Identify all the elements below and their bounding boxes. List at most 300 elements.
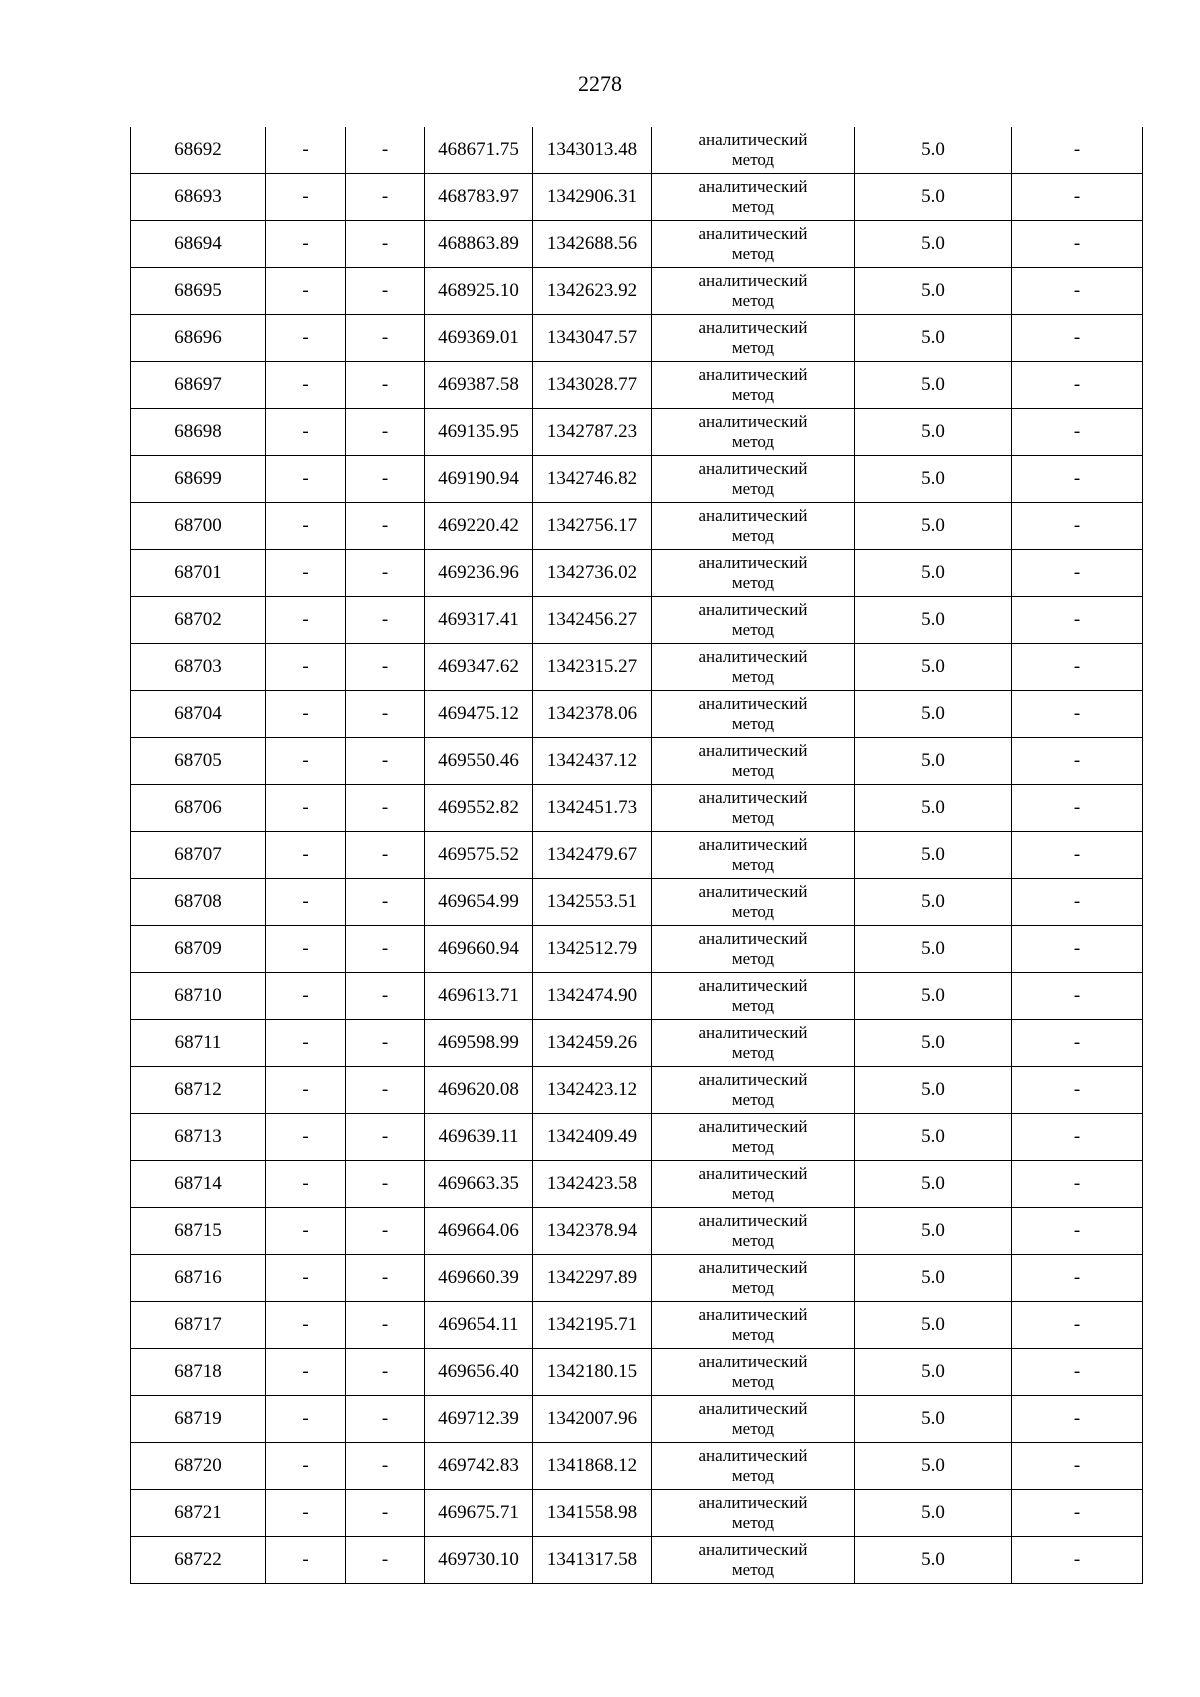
empty-cell: - xyxy=(266,832,346,879)
empty-cell: - xyxy=(1012,1537,1143,1584)
method-line-2: метод xyxy=(731,338,775,357)
point-number-cell: 68702 xyxy=(131,597,266,644)
table-row xyxy=(131,1396,1143,1443)
x-coordinate-cell: 468671.75 xyxy=(425,127,533,174)
point-number-cell: 68706 xyxy=(131,785,266,832)
x-coordinate-cell: 469317.41 xyxy=(425,597,533,644)
y-coordinate-cell: 1342195.71 xyxy=(533,1302,652,1349)
accuracy-cell: 5.0 xyxy=(855,1349,1012,1396)
method-cell xyxy=(652,973,855,1020)
accuracy-cell: 5.0 xyxy=(855,1067,1012,1114)
table-row xyxy=(131,879,1143,926)
empty-cell: - xyxy=(346,785,425,832)
empty-cell: - xyxy=(346,691,425,738)
method-line-2: метод xyxy=(731,1184,775,1203)
point-number-cell: 68697 xyxy=(131,362,266,409)
method-line-2: метод xyxy=(731,385,775,404)
accuracy-cell: 5.0 xyxy=(855,832,1012,879)
method-line-2: метод xyxy=(731,714,775,733)
table-row xyxy=(131,550,1143,597)
empty-cell: - xyxy=(346,268,425,315)
accuracy-cell: 5.0 xyxy=(855,785,1012,832)
method-line-1: аналитический xyxy=(698,1446,808,1465)
x-coordinate-cell: 469712.39 xyxy=(425,1396,533,1443)
empty-cell: - xyxy=(1012,1302,1143,1349)
accuracy-cell: 5.0 xyxy=(855,1020,1012,1067)
method-cell xyxy=(652,503,855,550)
method-line-1: аналитический xyxy=(698,1164,808,1183)
accuracy-cell: 5.0 xyxy=(855,1443,1012,1490)
y-coordinate-cell: 1342512.79 xyxy=(533,926,652,973)
x-coordinate-cell: 469660.94 xyxy=(425,926,533,973)
y-coordinate-cell: 1342736.02 xyxy=(533,550,652,597)
accuracy-cell: 5.0 xyxy=(855,221,1012,268)
y-coordinate-cell: 1342378.06 xyxy=(533,691,652,738)
method-line-1: аналитический xyxy=(698,130,808,149)
method-line-1: аналитический xyxy=(698,177,808,196)
accuracy-cell: 5.0 xyxy=(855,597,1012,644)
method-line-1: аналитический xyxy=(698,459,808,478)
method-line-2: метод xyxy=(731,1325,775,1344)
empty-cell: - xyxy=(346,221,425,268)
y-coordinate-cell: 1342423.12 xyxy=(533,1067,652,1114)
point-number-cell: 68709 xyxy=(131,926,266,973)
accuracy-cell: 5.0 xyxy=(855,174,1012,221)
empty-cell: - xyxy=(1012,456,1143,503)
accuracy-cell: 5.0 xyxy=(855,1208,1012,1255)
point-number-cell: 68707 xyxy=(131,832,266,879)
method-line-1: аналитический xyxy=(698,929,808,948)
empty-cell: - xyxy=(346,550,425,597)
x-coordinate-cell: 469620.08 xyxy=(425,1067,533,1114)
point-number-cell: 68714 xyxy=(131,1161,266,1208)
empty-cell: - xyxy=(346,127,425,174)
accuracy-cell: 5.0 xyxy=(855,362,1012,409)
empty-cell: - xyxy=(1012,1208,1143,1255)
empty-cell: - xyxy=(266,1537,346,1584)
method-line-2: метод xyxy=(731,150,775,169)
method-line-2: метод xyxy=(731,1043,775,1062)
accuracy-cell: 5.0 xyxy=(855,926,1012,973)
table-row xyxy=(131,597,1143,644)
x-coordinate-cell: 469639.11 xyxy=(425,1114,533,1161)
x-coordinate-cell: 469387.58 xyxy=(425,362,533,409)
accuracy-cell: 5.0 xyxy=(855,691,1012,738)
method-line-1: аналитический xyxy=(698,271,808,290)
empty-cell: - xyxy=(1012,550,1143,597)
x-coordinate-cell: 469220.42 xyxy=(425,503,533,550)
method-cell xyxy=(652,1396,855,1443)
empty-cell: - xyxy=(346,1114,425,1161)
table-row xyxy=(131,456,1143,503)
x-coordinate-cell: 469660.39 xyxy=(425,1255,533,1302)
method-line-2: метод xyxy=(731,808,775,827)
table-row xyxy=(131,362,1143,409)
x-coordinate-cell: 468783.97 xyxy=(425,174,533,221)
x-coordinate-cell: 469347.62 xyxy=(425,644,533,691)
empty-cell: - xyxy=(1012,174,1143,221)
empty-cell: - xyxy=(346,926,425,973)
method-line-1: аналитический xyxy=(698,835,808,854)
empty-cell: - xyxy=(346,174,425,221)
empty-cell: - xyxy=(266,268,346,315)
empty-cell: - xyxy=(266,1067,346,1114)
empty-cell: - xyxy=(1012,1161,1143,1208)
y-coordinate-cell: 1342479.67 xyxy=(533,832,652,879)
point-number-cell: 68720 xyxy=(131,1443,266,1490)
point-number-cell: 68696 xyxy=(131,315,266,362)
point-number-cell: 68699 xyxy=(131,456,266,503)
point-number-cell: 68710 xyxy=(131,973,266,1020)
empty-cell: - xyxy=(1012,832,1143,879)
accuracy-cell: 5.0 xyxy=(855,456,1012,503)
accuracy-cell: 5.0 xyxy=(855,268,1012,315)
x-coordinate-cell: 469190.94 xyxy=(425,456,533,503)
empty-cell: - xyxy=(1012,973,1143,1020)
x-coordinate-cell: 469663.35 xyxy=(425,1161,533,1208)
point-number-cell: 68713 xyxy=(131,1114,266,1161)
method-line-2: метод xyxy=(731,1231,775,1250)
method-cell xyxy=(652,738,855,785)
method-line-1: аналитический xyxy=(698,506,808,525)
method-line-1: аналитический xyxy=(698,1540,808,1559)
table-row xyxy=(131,1490,1143,1537)
empty-cell: - xyxy=(1012,1114,1143,1161)
point-number-cell: 68708 xyxy=(131,879,266,926)
method-line-1: аналитический xyxy=(698,1023,808,1042)
empty-cell: - xyxy=(266,174,346,221)
empty-cell: - xyxy=(266,879,346,926)
table-row xyxy=(131,785,1143,832)
empty-cell: - xyxy=(1012,1490,1143,1537)
empty-cell: - xyxy=(346,597,425,644)
y-coordinate-cell: 1342456.27 xyxy=(533,597,652,644)
x-coordinate-cell: 469654.11 xyxy=(425,1302,533,1349)
coordinates-table xyxy=(130,127,1143,1584)
empty-cell: - xyxy=(346,1396,425,1443)
point-number-cell: 68711 xyxy=(131,1020,266,1067)
method-line-2: метод xyxy=(731,620,775,639)
table-row xyxy=(131,832,1143,879)
x-coordinate-cell: 469730.10 xyxy=(425,1537,533,1584)
method-line-2: метод xyxy=(731,526,775,545)
empty-cell: - xyxy=(346,1255,425,1302)
method-cell xyxy=(652,550,855,597)
accuracy-cell: 5.0 xyxy=(855,1537,1012,1584)
empty-cell: - xyxy=(1012,1067,1143,1114)
method-line-1: аналитический xyxy=(698,788,808,807)
empty-cell: - xyxy=(266,1349,346,1396)
x-coordinate-cell: 469664.06 xyxy=(425,1208,533,1255)
method-cell xyxy=(652,785,855,832)
x-coordinate-cell: 469550.46 xyxy=(425,738,533,785)
x-coordinate-cell: 468925.10 xyxy=(425,268,533,315)
empty-cell: - xyxy=(1012,1020,1143,1067)
empty-cell: - xyxy=(346,1208,425,1255)
empty-cell: - xyxy=(346,1302,425,1349)
method-cell xyxy=(652,409,855,456)
y-coordinate-cell: 1342756.17 xyxy=(533,503,652,550)
table-row xyxy=(131,1067,1143,1114)
method-cell xyxy=(652,926,855,973)
empty-cell: - xyxy=(266,973,346,1020)
empty-cell: - xyxy=(266,221,346,268)
table-row xyxy=(131,1114,1143,1161)
method-cell xyxy=(652,1255,855,1302)
accuracy-cell: 5.0 xyxy=(855,644,1012,691)
accuracy-cell: 5.0 xyxy=(855,1255,1012,1302)
method-line-2: метод xyxy=(731,902,775,921)
point-number-cell: 68718 xyxy=(131,1349,266,1396)
method-line-1: аналитический xyxy=(698,412,808,431)
empty-cell: - xyxy=(266,597,346,644)
method-line-1: аналитический xyxy=(698,1258,808,1277)
method-line-1: аналитический xyxy=(698,1493,808,1512)
table-row xyxy=(131,1255,1143,1302)
accuracy-cell: 5.0 xyxy=(855,409,1012,456)
table-row xyxy=(131,644,1143,691)
accuracy-cell: 5.0 xyxy=(855,315,1012,362)
empty-cell: - xyxy=(266,1302,346,1349)
point-number-cell: 68719 xyxy=(131,1396,266,1443)
empty-cell: - xyxy=(266,691,346,738)
empty-cell: - xyxy=(266,503,346,550)
y-coordinate-cell: 1342451.73 xyxy=(533,785,652,832)
method-cell xyxy=(652,597,855,644)
method-line-2: метод xyxy=(731,1419,775,1438)
accuracy-cell: 5.0 xyxy=(855,503,1012,550)
table-row xyxy=(131,1537,1143,1584)
x-coordinate-cell: 469656.40 xyxy=(425,1349,533,1396)
point-number-cell: 68704 xyxy=(131,691,266,738)
empty-cell: - xyxy=(346,644,425,691)
y-coordinate-cell: 1342623.92 xyxy=(533,268,652,315)
method-cell xyxy=(652,644,855,691)
empty-cell: - xyxy=(266,456,346,503)
empty-cell: - xyxy=(1012,1396,1143,1443)
empty-cell: - xyxy=(346,1067,425,1114)
method-line-1: аналитический xyxy=(698,741,808,760)
accuracy-cell: 5.0 xyxy=(855,127,1012,174)
method-cell xyxy=(652,1537,855,1584)
accuracy-cell: 5.0 xyxy=(855,1490,1012,1537)
method-line-1: аналитический xyxy=(698,1305,808,1324)
page-number: 2278 xyxy=(578,71,622,96)
method-cell xyxy=(652,456,855,503)
method-line-1: аналитический xyxy=(698,1117,808,1136)
method-line-2: метод xyxy=(731,761,775,780)
point-number-cell: 68717 xyxy=(131,1302,266,1349)
point-number-cell: 68712 xyxy=(131,1067,266,1114)
method-cell xyxy=(652,362,855,409)
empty-cell: - xyxy=(266,926,346,973)
method-line-2: метод xyxy=(731,197,775,216)
x-coordinate-cell: 469742.83 xyxy=(425,1443,533,1490)
table-row xyxy=(131,503,1143,550)
method-line-2: метод xyxy=(731,1278,775,1297)
accuracy-cell: 5.0 xyxy=(855,1161,1012,1208)
method-cell xyxy=(652,879,855,926)
x-coordinate-cell: 469475.12 xyxy=(425,691,533,738)
point-number-cell: 68694 xyxy=(131,221,266,268)
table-row xyxy=(131,1443,1143,1490)
empty-cell: - xyxy=(1012,221,1143,268)
method-line-2: метод xyxy=(731,667,775,686)
y-coordinate-cell: 1342746.82 xyxy=(533,456,652,503)
y-coordinate-cell: 1342409.49 xyxy=(533,1114,652,1161)
empty-cell: - xyxy=(1012,268,1143,315)
point-number-cell: 68716 xyxy=(131,1255,266,1302)
y-coordinate-cell: 1342297.89 xyxy=(533,1255,652,1302)
method-line-1: аналитический xyxy=(698,1211,808,1230)
table-row xyxy=(131,127,1143,174)
point-number-cell: 68693 xyxy=(131,174,266,221)
y-coordinate-cell: 1342459.26 xyxy=(533,1020,652,1067)
empty-cell: - xyxy=(266,1020,346,1067)
empty-cell: - xyxy=(266,550,346,597)
y-coordinate-cell: 1343013.48 xyxy=(533,127,652,174)
x-coordinate-cell: 469135.95 xyxy=(425,409,533,456)
method-line-1: аналитический xyxy=(698,318,808,337)
empty-cell: - xyxy=(346,315,425,362)
empty-cell: - xyxy=(346,1537,425,1584)
empty-cell: - xyxy=(266,1443,346,1490)
empty-cell: - xyxy=(1012,127,1143,174)
accuracy-cell: 5.0 xyxy=(855,1114,1012,1161)
empty-cell: - xyxy=(1012,1443,1143,1490)
method-line-2: метод xyxy=(731,855,775,874)
method-cell xyxy=(652,1020,855,1067)
empty-cell: - xyxy=(1012,409,1143,456)
accuracy-cell: 5.0 xyxy=(855,550,1012,597)
y-coordinate-cell: 1342553.51 xyxy=(533,879,652,926)
empty-cell: - xyxy=(346,973,425,1020)
empty-cell: - xyxy=(346,1349,425,1396)
method-cell xyxy=(652,1067,855,1114)
method-cell xyxy=(652,1114,855,1161)
table-row xyxy=(131,221,1143,268)
table-row xyxy=(131,268,1143,315)
empty-cell: - xyxy=(346,832,425,879)
method-cell xyxy=(652,221,855,268)
method-line-2: метод xyxy=(731,1090,775,1109)
empty-cell: - xyxy=(1012,1349,1143,1396)
method-line-2: метод xyxy=(731,1372,775,1391)
method-cell xyxy=(652,127,855,174)
empty-cell: - xyxy=(266,1490,346,1537)
method-line-1: аналитический xyxy=(698,1070,808,1089)
method-line-2: метод xyxy=(731,996,775,1015)
method-cell xyxy=(652,1302,855,1349)
table-row xyxy=(131,738,1143,785)
method-line-1: аналитический xyxy=(698,1352,808,1371)
empty-cell: - xyxy=(346,738,425,785)
y-coordinate-cell: 1342007.96 xyxy=(533,1396,652,1443)
y-coordinate-cell: 1341317.58 xyxy=(533,1537,652,1584)
empty-cell: - xyxy=(266,315,346,362)
empty-cell: - xyxy=(266,1208,346,1255)
y-coordinate-cell: 1342423.58 xyxy=(533,1161,652,1208)
table-row xyxy=(131,409,1143,456)
empty-cell: - xyxy=(266,738,346,785)
empty-cell: - xyxy=(346,456,425,503)
empty-cell: - xyxy=(266,1396,346,1443)
method-line-2: метод xyxy=(731,573,775,592)
empty-cell: - xyxy=(266,362,346,409)
method-line-1: аналитический xyxy=(698,224,808,243)
y-coordinate-cell: 1341558.98 xyxy=(533,1490,652,1537)
accuracy-cell: 5.0 xyxy=(855,1396,1012,1443)
empty-cell: - xyxy=(1012,315,1143,362)
method-line-1: аналитический xyxy=(698,553,808,572)
table-row xyxy=(131,1161,1143,1208)
method-cell xyxy=(652,1443,855,1490)
accuracy-cell: 5.0 xyxy=(855,738,1012,785)
table-row xyxy=(131,1302,1143,1349)
method-line-2: метод xyxy=(731,291,775,310)
empty-cell: - xyxy=(346,409,425,456)
method-line-2: метод xyxy=(731,1560,775,1579)
empty-cell: - xyxy=(1012,503,1143,550)
y-coordinate-cell: 1342437.12 xyxy=(533,738,652,785)
method-cell xyxy=(652,691,855,738)
point-number-cell: 68701 xyxy=(131,550,266,597)
empty-cell: - xyxy=(1012,1255,1143,1302)
x-coordinate-cell: 469236.96 xyxy=(425,550,533,597)
method-cell xyxy=(652,1349,855,1396)
empty-cell: - xyxy=(346,1020,425,1067)
x-coordinate-cell: 469675.71 xyxy=(425,1490,533,1537)
method-cell xyxy=(652,174,855,221)
method-line-1: аналитический xyxy=(698,1399,808,1418)
y-coordinate-cell: 1342378.94 xyxy=(533,1208,652,1255)
x-coordinate-cell: 469552.82 xyxy=(425,785,533,832)
point-number-cell: 68698 xyxy=(131,409,266,456)
x-coordinate-cell: 468863.89 xyxy=(425,221,533,268)
table-row xyxy=(131,174,1143,221)
empty-cell: - xyxy=(1012,738,1143,785)
method-line-2: метод xyxy=(731,479,775,498)
table-row xyxy=(131,1349,1143,1396)
table-row xyxy=(131,973,1143,1020)
empty-cell: - xyxy=(1012,785,1143,832)
table-row xyxy=(131,1020,1143,1067)
accuracy-cell: 5.0 xyxy=(855,973,1012,1020)
method-line-2: метод xyxy=(731,1466,775,1485)
empty-cell: - xyxy=(1012,691,1143,738)
point-number-cell: 68705 xyxy=(131,738,266,785)
empty-cell: - xyxy=(266,1255,346,1302)
empty-cell: - xyxy=(266,644,346,691)
empty-cell: - xyxy=(346,362,425,409)
method-line-1: аналитический xyxy=(698,976,808,995)
empty-cell: - xyxy=(266,1161,346,1208)
empty-cell: - xyxy=(266,127,346,174)
empty-cell: - xyxy=(346,1161,425,1208)
method-line-2: метод xyxy=(731,432,775,451)
point-number-cell: 68715 xyxy=(131,1208,266,1255)
y-coordinate-cell: 1343047.57 xyxy=(533,315,652,362)
accuracy-cell: 5.0 xyxy=(855,879,1012,926)
method-line-2: метод xyxy=(731,1513,775,1532)
table-row xyxy=(131,315,1143,362)
point-number-cell: 68722 xyxy=(131,1537,266,1584)
empty-cell: - xyxy=(346,1490,425,1537)
empty-cell: - xyxy=(1012,879,1143,926)
x-coordinate-cell: 469575.52 xyxy=(425,832,533,879)
method-line-2: метод xyxy=(731,244,775,263)
y-coordinate-cell: 1342906.31 xyxy=(533,174,652,221)
